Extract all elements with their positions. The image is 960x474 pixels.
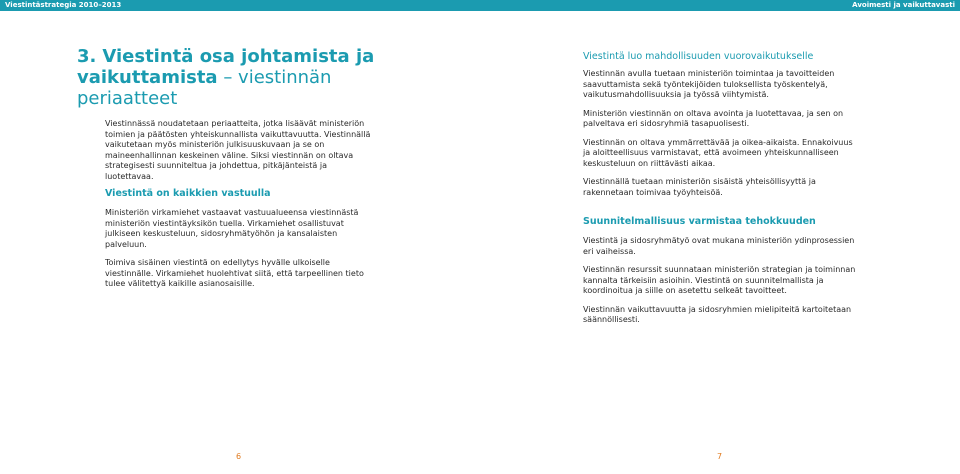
chapter-title-dash: –: [217, 67, 239, 88]
left-body-block: [105, 208, 377, 298]
right-section-heading-1: Viestintä luo mahdollisuuden vuorovaikutukselle: [583, 51, 814, 62]
chapter-title-light: viestinnän periaatteet: [77, 67, 332, 109]
right-section-heading-2: Suunnitelmallisuus varmistaa tehokkuuden: [583, 216, 816, 227]
right-body-block-2: [583, 236, 857, 334]
right-paragraph-4: Viestinnällä tuetaan ministeriön sisäistä yhteisöllisyyttä ja rakennetaan toimivaa työyhteisöä.: [583, 177, 816, 197]
right-paragraph-5: Viestintä ja sidosryhmätyö ovat mukana ministeriön ydinprosessien eri vaiheissa.: [583, 236, 855, 256]
right-paragraph-2: Ministeriön viestinnän on oltava avointa ja luotettavaa, ja sen on palveltava eri sidosryhmiä tasapuolisesti.: [583, 108, 844, 128]
header-bar: [0, 0, 960, 11]
right-paragraph-6: Viestinnän resurssit suunnataan ministeriön strategian ja toiminnan kannalta tärkeisiin asioihin. Viestintä on suunnitelmallista ja koordinoitua ja siille on asetettu selkeät tavoitteet.: [583, 265, 856, 295]
left-paragraph-1: Ministeriön virkamiehet vastaavat vastuualueensa viestinnästä ministeriön viestintäyksikön tuella. Virkamiehet osallistuvat julkiseen keskusteluun, sidosryhmätyöhön ja kansalaisten palveluun.: [105, 208, 359, 249]
header-left-text: Viestintästrategia 2010–2013: [5, 1, 122, 9]
chapter-title-bold: Viestintä osa johtamista ja vaikuttamista: [77, 46, 375, 88]
left-paragraph-2: Toimiva sisäinen viestintä on edellytys hyvälle ulkoiselle viestinnälle. Virkamiehet huolehtivat siitä, että tarpeellinen tieto tulee välitettyä kaikille asianosaisille.: [105, 258, 364, 288]
left-section-heading: Viestintä on kaikkien vastuulla: [105, 188, 271, 199]
header-right-text: Avoimesti ja vaikuttavasti: [852, 1, 955, 9]
left-intro-block: [105, 119, 377, 190]
chapter-title: [77, 46, 377, 109]
right-paragraph-1: Viestinnän avulla tuetaan ministeriön toimintaa ja tavoitteiden saavuttamista sekä työntekijöiden tuloksellista työskentelyä, vaikutusmahdollisuuksia ja työssä viihtymistä.: [583, 69, 835, 99]
left-intro-paragraph: Viestinnässä noudatetaan periaatteita, jotka lisäävät ministeriön toimien ja päätösten yhteiskunnallista vaikuttavuutta. Viestinnällä vaikutetaan myös ministeriön julkisuuskuvaan ja se on maineenhallinnan keskeinen väline. Siksi viestinnän on oltava strategisesti suunniteltua ja johdettua, pitkäjänteistä ja luotettavaa.: [105, 119, 371, 181]
right-paragraph-3: Viestinnän on oltava ymmärrettävää ja oikea-aikaista. Ennakoivuus ja aloitteellisuus varmistavat, että avoimeen yhteiskunnalliseen keskusteluun on riittävästi aikaa.: [583, 137, 853, 168]
chapter-number: 3.: [77, 46, 97, 67]
page-number-left: 6: [236, 452, 242, 461]
page-number-right: 7: [717, 452, 723, 461]
right-body-block-1: [583, 69, 857, 206]
right-paragraph-7: Viestinnän vaikuttavuutta ja sidosryhmien mielipiteitä kartoitetaan säännöllisesti.: [583, 304, 852, 324]
